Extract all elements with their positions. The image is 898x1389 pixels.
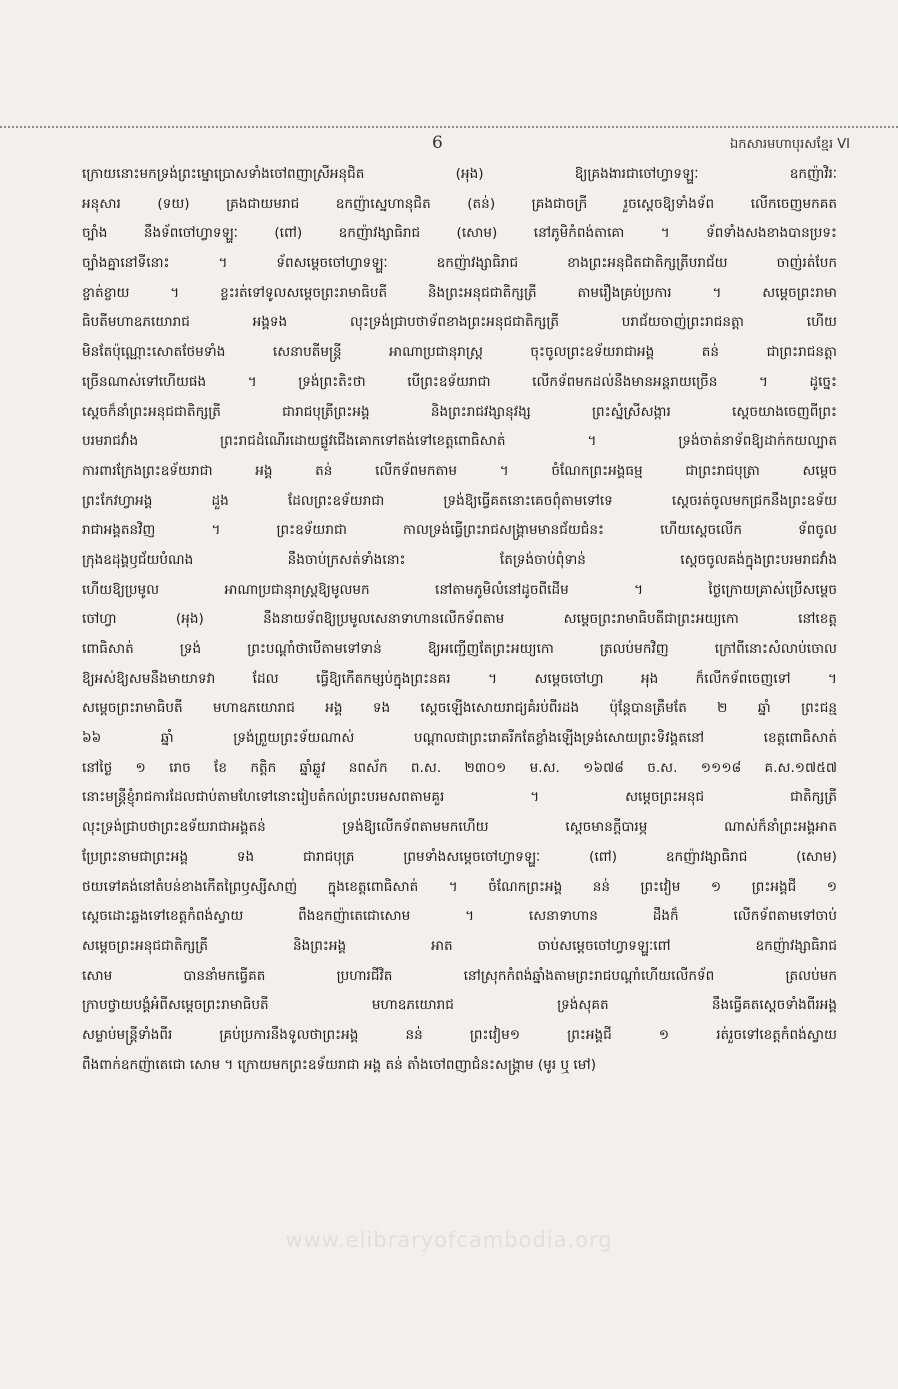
text-line: សម្លាប់មន្ត្រីទាំងពីរ គ្រប់ប្រការនឹងទូលថាព្រះអង្គ នន់ ព្រះវៀម១ ព្រះអង្គជី ១ រត់រួចទៅខេត្តកំពង់ស្វាយ — [82, 1026, 837, 1043]
text-line: សោម បាននាំមកធ្វើគត ប្រហារជីវិត នៅស្រុកកំពង់ឆ្នាំងតាមព្រះរាជបណ្តាំហើយលើកទ័ព ត្រលប់មក — [82, 967, 837, 984]
running-header-title: ឯកសារមហាបុរសខ្មែរ VI — [729, 137, 850, 152]
header-divider — [0, 126, 898, 128]
text-line: ធិបតីមហាឧភយោរាជ អង្គទង លុះទ្រង់ជ្រាបថាទ័ពខាងព្រះអនុជជាតិក្សត្រី បរាជ័យចាញ់ព្រះរាជនត្តា ហើយ — [82, 314, 837, 331]
text-line: ពឹងពាក់ឧកញ៉ាតេជោ សោម ។ ក្រោយមកព្រះឧទ័យរាជា អង្គ តន់ តាំងចៅពញាជំនះសង្គ្រាម (មូរ ឬ មៅ) — [82, 1056, 596, 1073]
text-line: ថយទៅគង់នៅតំបន់ខាងកើតព្រៃឫស្សីសាញ់ ក្នុងខេត្តពោធិសាត់ ។ ចំណែកព្រះអង្គ នន់ ព្រះវៀម ១ ព្រះអង្គជី ១ — [82, 878, 837, 895]
text-line: ស្តេចក៏នាំព្រះអនុជជាតិក្សត្រី ជារាជបុត្រីព្រះអង្គ និងព្រះរាជវង្សានុវង្ស ព្រះស្នំស្រីសង្ការ ស្តេចយាងចេញពីព្រះ — [82, 403, 837, 420]
text-line: បរមរាជវាំង ព្រះរាជដំណើរដោយផ្លូវជើងគោកទៅតង់ទៅខេត្តពោធិសាត់ ។ ទ្រង់ចាត់នាទ័ពឱ្យដាក់កយល្បាត — [82, 433, 837, 450]
text-line: ៦៦ ឆ្នាំ ទ្រង់ព្រួយព្រះទ័យណាស់ បណ្តាលជាព្រះរោគរីកតែខ្លាំងឡើងទ្រង់សោយព្រះទិវង្គតនៅ ខេត្តពោធិសាត់ — [82, 730, 837, 747]
text-line: ក្រុងឧដុង្គឫជ័យបំណង នឹងចាប់ក្រសត់ទាំងនោះ តែទ្រង់ចាប់ពុំទាន់ ស្តេចចូលគង់ក្នុងព្រះបរមរាជវាំង — [82, 551, 837, 568]
text-line: ព្រះកែវហ្វាអង្គ ដួង ដែលព្រះឧទ័យរាជា ទ្រង់ឱ្យធ្វើគតនោះគេចពុំតាមទៅទេ ស្តេចរត់ចូលមកជ្រកនឹងព្រះឧទ័យ — [82, 492, 837, 509]
text-line: ហើយឱ្យប្រមូល អាណាប្រជានុរាស្ត្រឱ្យមូលមក នៅតាមភូមិលំនៅដូចពីដើម ។ ថ្ងៃក្រោយគ្រាស់ប្រើសម្តេច — [82, 581, 837, 598]
watermark: www.elibraryofcambodia.org — [285, 1228, 613, 1252]
text-line: សម្តេចព្រះអនុជជាតិក្សត្រី និងព្រះអង្គ អាត ចាប់សម្តេចចៅហ្វាទឡ្ហៈពៅ ឧកញ៉ាវង្សាធិរាជ — [82, 937, 837, 954]
text-line: អនុសារ (ទយ) គ្រងជាយមរាជ ឧកញ៉ាស្នេហានុជិត (តន់) គ្រងជាចក្រី រួចស្តេចឱ្យទាំងទ័ព លើកចេញមកគត — [82, 195, 837, 212]
text-line: ខ្ចាត់ខ្ចាយ ។ ខ្លះរត់ទៅទូលសម្តេចព្រះរាមាធិបតី និងព្រះអនុជជាតិក្សត្រី តាមរឿងគ្រប់ប្រការ ។ សម្តេចព្រះរាមា — [82, 284, 837, 301]
text-line: ឱ្យអស់ឱ្យសមនឹងមាយាទវា ដែល ធ្វើឱ្យកើតកម្សប់ក្នុងព្រះនគរ ។ សម្តេចចៅហ្វា អុង ក៏លើកទ័ពចេញទៅ ។ — [82, 670, 837, 687]
text-line: សម្តេចព្រះរាមាធិបតី មហាឧភយោរាជ អង្គ ទង ស្តេចឡើងសោយរាជ្យគំរប់ពីរដង ប៉ុន្តែបានត្រឹមតែ ២ ឆ្នាំ ព្រះជន្ម — [82, 700, 837, 717]
text-line: ច្រើនណាស់ទៅហើយផង ។ ទ្រង់ព្រះតិះថា បើព្រះឧទ័យរាជា លើកទ័ពមកដល់នឹងមានអន្តរាយច្រើន ។ ដូច្នេះ — [82, 373, 837, 390]
text-line: ច្បាំង នឹងទ័ពចៅហ្វាទឡ្ហៈ (ពៅ) ឧកញ៉ាវង្សាធិរាជ (សោម) នៅភូមិកំពង់តាគោ ។ ទ័ពទាំងសងខាងបានប្រទះ — [82, 225, 837, 242]
text-line: រាជាអង្គតនវិញ ។ ព្រះឧទ័យរាជា កាលទ្រង់ធ្វើព្រះរាជសង្គ្រាមមានជ័យជំនះ ហើយស្តេចលើក ទ័ពចូល — [82, 522, 837, 539]
text-line: មិនតែប៉ុណ្ណោះសោតថែមទាំង សេនាបតីមន្ត្រី អាណាប្រជានុរាស្ត្រ ចុះចូលព្រះឧទ័យរាជាអង្គ តន់ ជាព្រះរាជនត្តា — [82, 344, 837, 361]
page-number: 6 — [432, 133, 443, 153]
body-text — [82, 160, 837, 1080]
text-line: នោះមន្ត្រីខ្ញុំរាជការដែលជាប់តាមហែទៅនោះរៀបតំកល់ព្រះបរមសពតាមគួរ ។ សម្តេចព្រះអនុជ ជាតិក្សត្រី — [82, 789, 837, 806]
text-line: ចៅហ្វា (អុង) នឹងនាយទ័ពឱ្យប្រមូលសេនាទាហានលើកទ័ពតាម សម្តេចព្រះរាមាធិបតីជាព្រះអយ្យកោ នៅខេត្ត — [82, 611, 837, 628]
text-line: ក្រាបថ្វាយបង្គំអំពីសម្តេចព្រះរាមាធិបតី មហាឧភយោរាជ ទ្រង់សុគត នឹងធ្វើគតស្តេចទាំងពីរអង្គ — [82, 997, 837, 1014]
text-line: លុះទ្រង់ជ្រាបថាព្រះឧទ័យរាជាអង្គតន់ ទ្រង់ឱ្យលើកទ័ពតាមមកហើយ ស្តេចមានក្តីបារម្ភ ណាស់ក៏នាំព្រះអង្គអាត — [82, 819, 837, 836]
text-line: ពោធិសាត់ ទ្រង់ ព្រះបណ្តាំថាបើតាមទៅទាន់ ឱ្យអញ្ជើញតែព្រះអយ្យកោ ត្រលប់មកវិញ ក្រៅពីនោះសំលាប់ចោល — [82, 641, 837, 657]
text-line: ការពារក្រែងព្រះឧទ័យរាជា អង្គ តន់ លើកទ័ពមកតាម ។ ចំណែកព្រះអង្គធម្ម ជាព្រះរាជបុត្រា សម្តេច — [82, 462, 837, 479]
text-line: ក្រោយនោះមកទ្រង់ព្រះម្នោប្រោសទាំងចៅពញាស្រីអនុជិត (អុង) ឱ្យគ្រងងារជាចៅហ្វាទឡ្ហៈ ឧកញ៉ាវិរៈ — [82, 166, 837, 182]
text-line: ច្បាំងគ្នានៅទីនោះ ។ ទ័ពសម្តេចចៅហ្វាទឡ្ហៈ ឧកញ៉ាវង្សាធិរាជ ខាងព្រះអនុជិតជាតិក្សត្រីបរាជ័យ ចាញ់រត់បែក — [82, 255, 837, 272]
text-line: ប្រែព្រះនាមជាព្រះអង្គ ទង ជារាជបុត្រ ព្រមទាំងសម្តេចចៅហ្វាទឡ្ហៈ (ពៅ) ឧកញ៉ាវង្សាធិរាជ (សោម) — [82, 848, 837, 865]
text-line: នៅថ្ងៃ ១ រោច ខែ កត្តិក ឆ្នាំឆ្លូវ នពស័ក ព.ស. ២៣០១ ម.ស. ១៦៧៨ ច.ស. ១១១៨ គ.ស.១៧៥៧ — [82, 759, 837, 776]
text-line: ស្តេចដោះឆ្លងទៅខេត្តកំពង់ស្វាយ ពឹងឧកញ៉ាតេជោសោម ។ សេនាទាហាន ដឹងក៏ លើកទ័ពតាមទៅចាប់ — [82, 908, 837, 925]
